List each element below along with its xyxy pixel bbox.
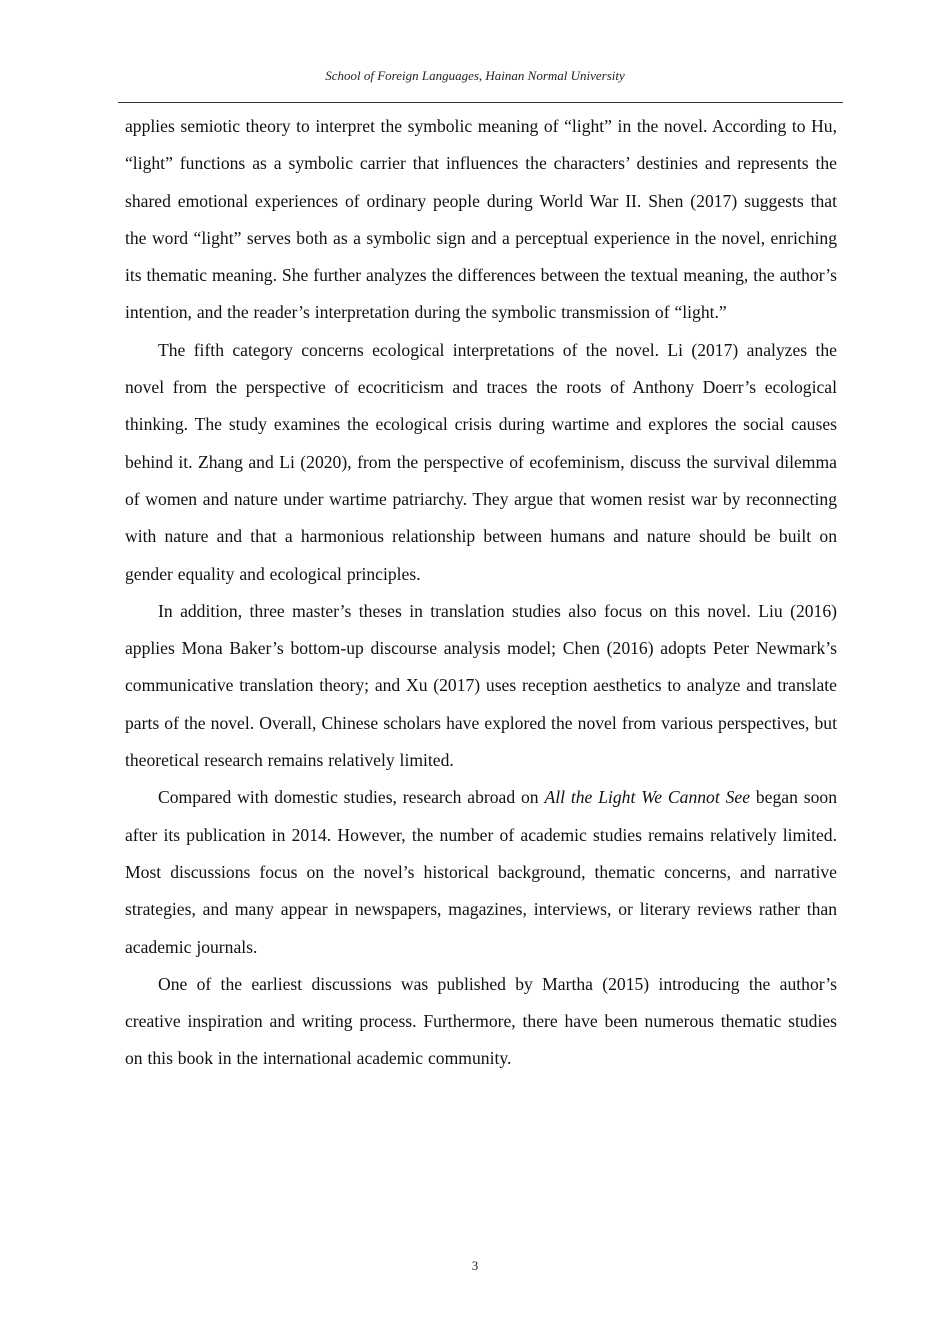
paragraph-earliest-discussions: One of the earliest discussions was published by Martha (2015) introducing the author’s creative inspiration and writing process. Furthermore, there have been numerous thematic studies on this book in the international academic community. — [125, 973, 837, 1069]
paragraph-research-abroad — [125, 779, 837, 965]
novel-title: All the Light We Cannot See — [544, 787, 751, 808]
page-number: 3 — [471, 1258, 479, 1273]
paragraph-semiotic-continuation: applies semiotic theory to interpret the symbolic meaning of “light” in the novel. According to Hu, “light” functions as a symbolic carrier that influences the characters’ destinies and represents the shared emotional experiences of ordinary people during World War II. Shen (2017) suggests that the word “light” serves both as a symbolic sign and a perceptual experience in the novel, enriching its thematic meaning. She further analyzes the differences between the textual meaning, the author’s intention, and the reader’s interpretation during the symbolic transmission of “light.” — [125, 116, 837, 323]
paragraph-ecological-interpretations: The fifth category concerns ecological interpretations of the novel. Li (2017) analyzes the novel from the perspective of ecocriticism and traces the roots of Anthony Doerr’s ecological thinking. The study examines the ecological crisis during wartime and explores the social causes behind it. Zhang and Li (2020), from the perspective of ecofeminism, discuss the survival dilemma of women and nature under wartime patriarchy. They argue that women resist war by reconnecting with nature and that a harmonious relationship between humans and nature should be built on gender equality and ecological principles. — [125, 339, 837, 584]
body-text — [125, 108, 837, 1078]
header-divider — [118, 102, 843, 103]
paragraph-translation-theses: In addition, three master’s theses in translation studies also focus on this novel. Liu (2016) applies Mona Baker’s bottom-up discourse analysis model; Chen (2016) adopts Peter Newmark’s communicative translation theory; and Xu (2017) uses reception aesthetics to analyze and translate parts of the novel. Overall, Chinese scholars have explored the novel from various perspectives, but theoretical research remains relatively limited. — [125, 600, 837, 771]
paragraph-rest: began soon after its publication in 2014. However, the number of academic studies remains relatively limited. Most discussions focus on the novel’s historical background, thematic concerns, and narrative strategies, and many appear in newspapers, magazines, interviews, or literary reviews rather than academic journals. — [125, 787, 837, 957]
paragraph-lead: Compared with domestic studies, research abroad on — [158, 787, 545, 808]
running-header: School of Foreign Languages, Hainan Normal University — [325, 68, 625, 83]
